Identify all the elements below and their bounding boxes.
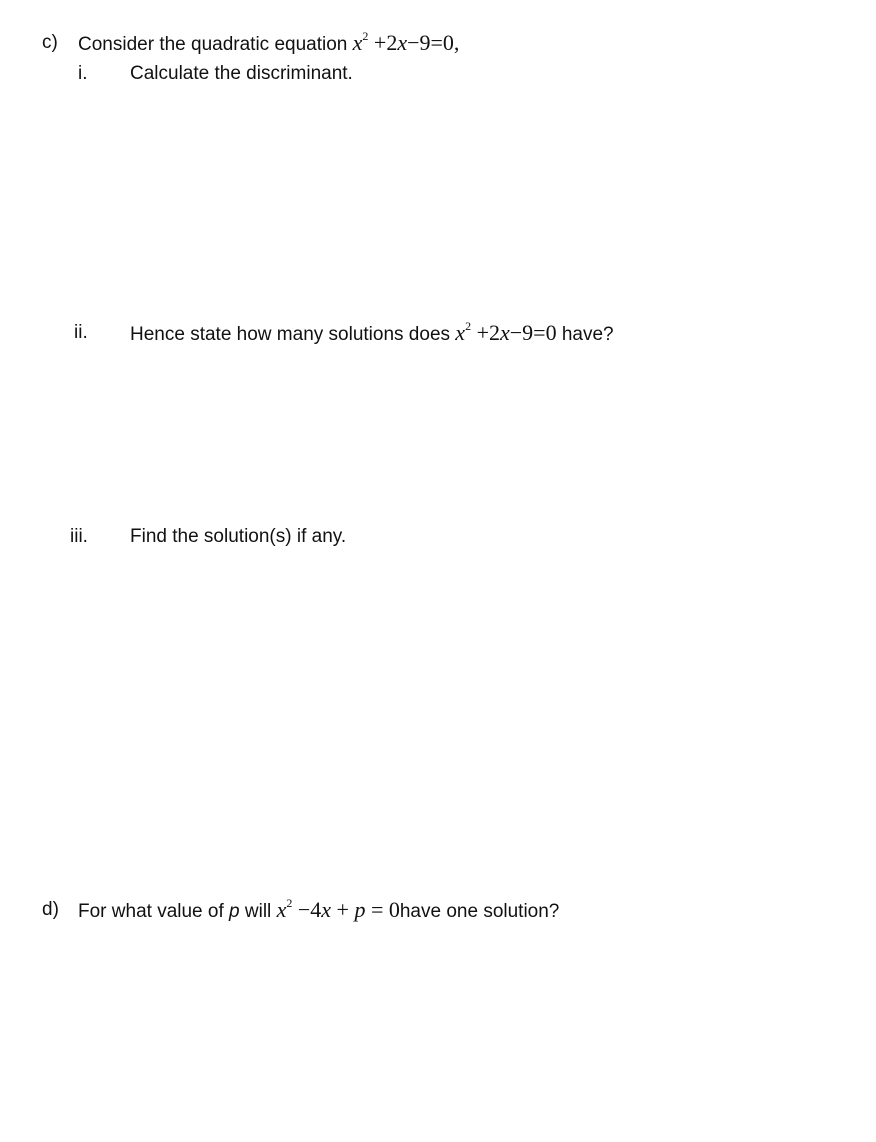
part-c-text: Consider the quadratic equation <box>78 34 348 55</box>
part-d-label: d) <box>42 899 59 920</box>
part-d-question <box>78 898 559 924</box>
part-d-text-mid: will <box>244 901 272 922</box>
part-c-question <box>78 31 459 57</box>
sub-i-text: Calculate the discriminant. <box>130 63 353 84</box>
sub-ii-text-before: Hence state how many solutions does <box>130 324 451 345</box>
part-d-text-after: have one solution? <box>399 901 560 922</box>
sub-ii-equation: $x^2 +2x-9=0$ <box>455 319 557 345</box>
sub-ii-question <box>130 321 614 347</box>
part-d-text-before: For what value of <box>78 901 224 922</box>
sub-ii-label: ii. <box>74 322 88 343</box>
sub-ii-text-after: have? <box>561 324 614 345</box>
sub-iii-label: iii. <box>70 526 88 547</box>
part-c-label: c) <box>42 32 58 53</box>
sub-i-label: i. <box>78 63 88 84</box>
sub-iii-text: Find the solution(s) if any. <box>130 526 347 547</box>
part-d-param: p <box>229 901 240 922</box>
part-c-equation: $x^2 +2x-9=0$, <box>352 29 460 55</box>
part-d-equation: $x^2 -4x + p = 0$ <box>276 896 400 922</box>
